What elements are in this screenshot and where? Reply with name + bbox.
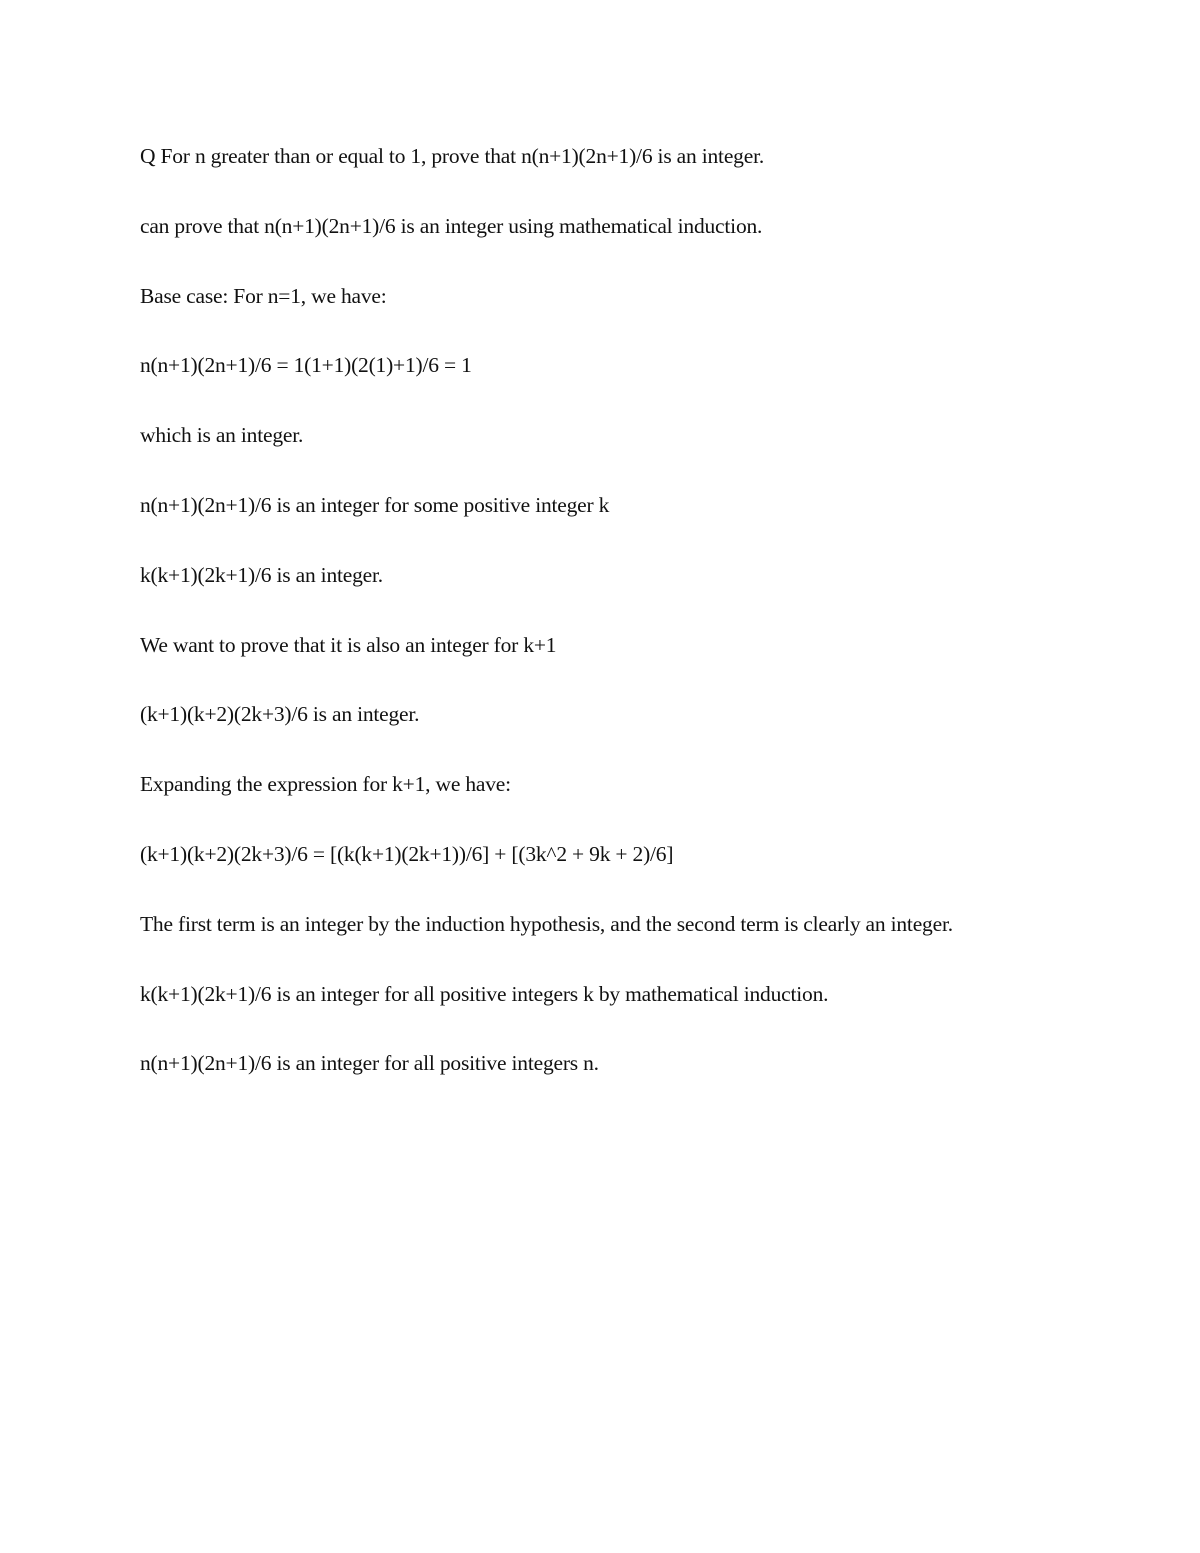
text-line: Expanding the expression for k+1, we have: xyxy=(140,772,511,797)
text-line: n(n+1)(2n+1)/6 is an integer for some positive integer k xyxy=(140,492,610,517)
conclusion-line: n(n+1)(2n+1)/6 is an integer for all positive integers n. xyxy=(140,1051,599,1076)
text-line: (k+1)(k+2)(2k+3)/6 is an integer. xyxy=(140,702,420,727)
document-body xyxy=(140,142,1140,1119)
equation-line: (k+1)(k+2)(2k+3)/6 = [(k(k+1)(2k+1))/6] + [(3k^2 + 9k + 2)/6] xyxy=(140,841,674,866)
text-line: which is an integer. xyxy=(140,423,304,448)
text-line: The first term is an integer by the induction hypothesis, and the second term is clearly an integer. xyxy=(140,911,953,936)
text-line: k(k+1)(2k+1)/6 is an integer. xyxy=(140,562,383,587)
text-line: Base case: For n=1, we have: xyxy=(140,283,387,308)
text-line: can prove that n(n+1)(2n+1)/6 is an integer using mathematical induction. xyxy=(140,213,763,238)
equation-line: n(n+1)(2n+1)/6 = 1(1+1)(2(1)+1)/6 = 1 xyxy=(140,353,472,378)
text-line: k(k+1)(2k+1)/6 is an integer for all positive integers k by mathematical induction. xyxy=(140,981,829,1006)
question-line: Q For n greater than or equal to 1, prove that n(n+1)(2n+1)/6 is an integer. xyxy=(140,144,765,168)
text-line: We want to prove that it is also an integer for k+1 xyxy=(140,632,557,657)
